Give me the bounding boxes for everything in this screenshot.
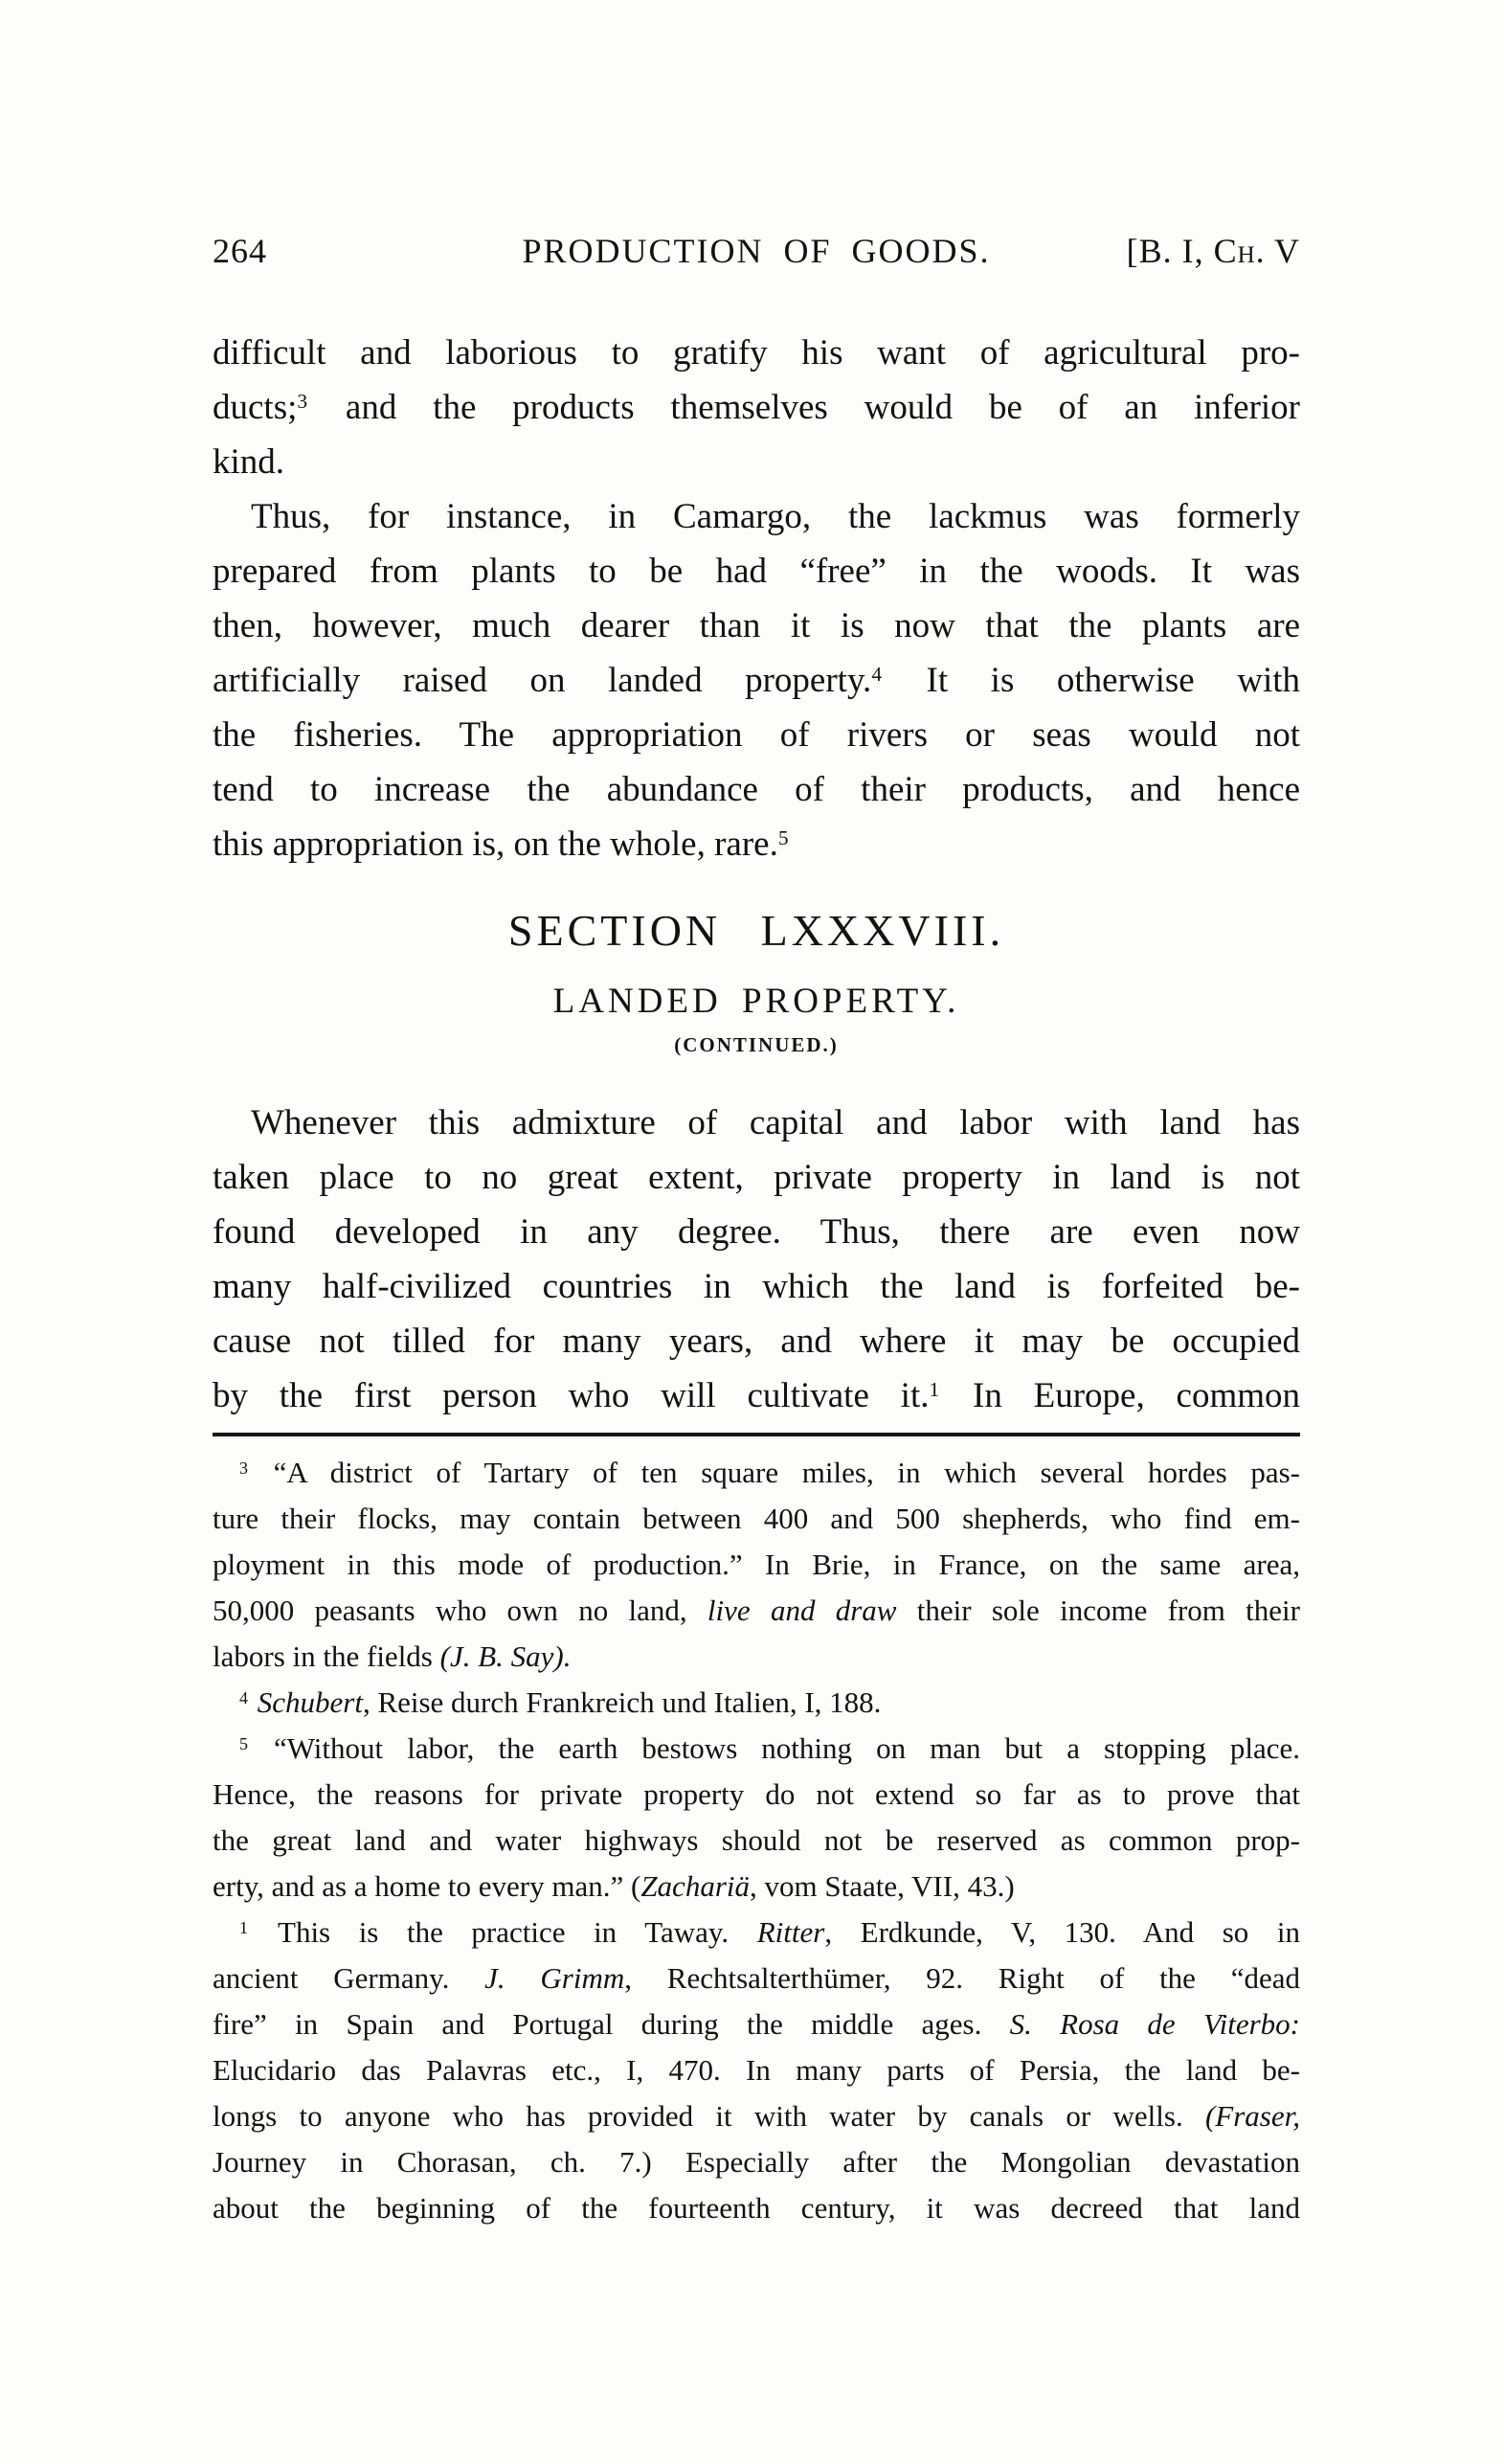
footnote-marker: 3 [297,390,308,414]
text-line: erty, and as a home to every man.” (Zachariä, vom Staate, VII, 43.) [213,1869,1015,1903]
text-line: the great land and water highways should not be reserved as common prop- [213,1823,1300,1857]
footnote-4 [213,1680,1300,1726]
footnote-marker: 4 [871,663,883,687]
text-line: the fisheries. The appropriation of rivers or seas would not [213,715,1300,755]
text-line: this appropriation is, on the whole, rare.$^5$ [213,825,789,864]
text-line: by the first person who will cultivate it.$^1$ In Europe, common [213,1376,1300,1415]
footnote-marker: 5 [239,1734,248,1754]
text-line: $^5$ “Without labor, the earth bestows nothing on man but a stopping place. [239,1731,1300,1765]
text-line: taken place to no great extent, private property in land is not [213,1158,1300,1197]
footnote-marker: 4 [239,1688,248,1708]
text-line: Elucidario das Palavras etc., I, 470. In many parts of Persia, the land be- [213,2053,1300,2087]
text-line: difficult and laborious to gratify his want of agricultural pro- [213,333,1300,373]
text-line: then, however, much dearer than it is now that the plants are [213,606,1300,645]
text-line: fire” in Spain and Portugal during the middle ages. S. Rosa de Viterbo: [213,2007,1300,2041]
text-line: Hence, the reasons for private property do not extend so far as to prove that [213,1777,1300,1811]
running-header [213,230,1300,272]
running-title: PRODUCTION OF GOODS. [522,232,991,270]
text-line: ancient Germany. J. Grimm, Rechtsalterthümer, 92. Right of the “dead [213,1961,1300,1995]
text-line: found developed in any degree. Thus, there are even now [213,1212,1300,1252]
text-line: $^3$ “A district of Tartary of ten square miles, in which several hordes pas- [239,1456,1300,1489]
section-heading: SECTION LXXXVIII. [507,906,1005,955]
text-line: Whenever this admixture of capital and labor with land has [251,1103,1300,1142]
footnote-marker: 3 [239,1458,248,1479]
text-line: cause not tilled for many years, and where it may be occupied [213,1322,1300,1361]
footnote-5 [213,1726,1300,1910]
text-line: labors in the fields (J. B. Say). [213,1639,572,1673]
footnote-3 [213,1450,1300,1680]
text-line: $^1$ This is the practice in Taway. Ritter, Erdkunde, V, 130. And so in [239,1915,1300,1949]
footnote-separator-rule [213,1433,1300,1436]
section-subheading: LANDED PROPERTY. [552,982,960,1021]
book-page [213,230,1300,2231]
text-line: prepared from plants to be had “free” in the woods. It was [213,552,1300,591]
text-line: many half-civilized countries in which the land is forfeited be- [213,1267,1300,1306]
text-line: Journey in Chorasan, ch. 7.) Especially after the Mongolian devastation [213,2145,1300,2179]
text-line: ducts;$^3$ and the products themselves would be of an inferior [213,388,1300,427]
chapter-reference: [B. I, Ch. V [1126,232,1300,270]
paragraph-landed-property [213,1096,1300,1423]
paragraph-camargo [213,489,1300,871]
text-line: about the beginning of the fourteenth century, it was decreed that land [213,2191,1300,2225]
text-line: ployment in this mode of production.” In Brie, in France, on the same area, [213,1548,1300,1581]
text-line: artificially raised on landed property.$^4$ It is otherwise with [213,661,1301,700]
footnote-marker: 1 [239,1918,248,1938]
text-line: ture their flocks, may contain between 400 and 500 shepherds, who find em- [213,1502,1300,1535]
section-continued-label: (CONTINUED.) [674,1033,839,1056]
footnote-marker: 1 [929,1378,940,1402]
text-line: longs to anyone who has provided it with water by canals or wells. (Fraser, [213,2099,1300,2133]
text-line: tend to increase the abundance of their products, and hence [213,770,1300,809]
footnote-marker: 5 [777,826,789,850]
text-line: 50,000 peasants who own no land, live and draw their sole income from their [213,1594,1300,1627]
text-line: kind. [213,442,285,482]
paragraph-continuation [213,326,1300,489]
text-line: $^4$ Schubert, Reise durch Frankreich und Italien, I, 188. [239,1685,882,1719]
page-number: 264 [213,232,267,270]
footnote-1 [213,1910,1300,2231]
text-line: Thus, for instance, in Camargo, the lackmus was formerly [251,497,1300,536]
